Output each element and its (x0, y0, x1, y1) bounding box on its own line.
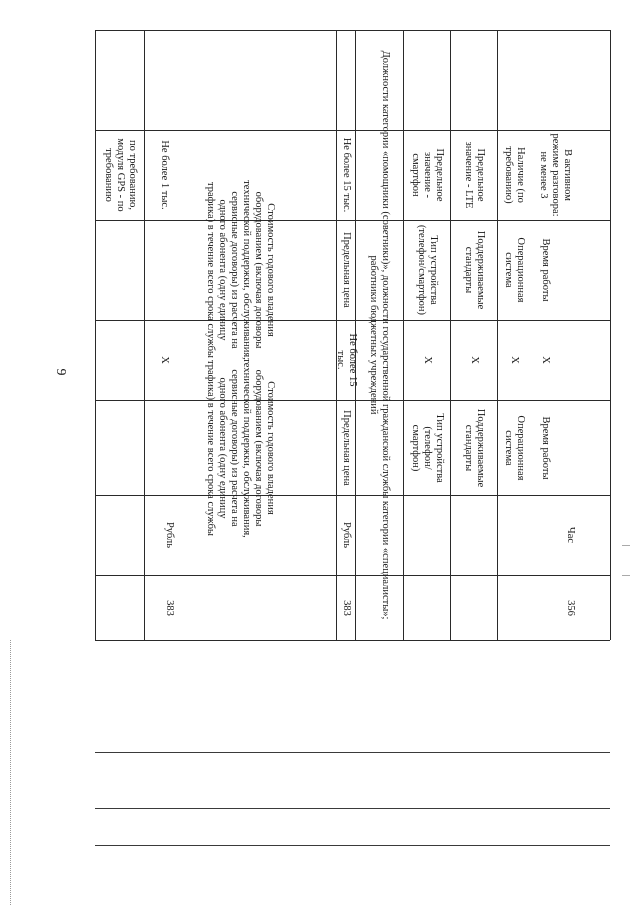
cell-value: X (159, 356, 170, 364)
cell-unit: Рубль (340, 521, 352, 549)
margin-mark (622, 545, 630, 546)
cell-value: Предельное значение - LTE (462, 141, 486, 209)
cell-name: Стоимость годового владения оборудованием (включая договоры технической поддержки, обслуживания, сервисные договоры) из расчета на одного абонента (одну единицу трафика) в течение всего срока службы (205, 180, 276, 360)
cell-name: Время работы (540, 238, 551, 302)
cell-unit: Рубль (163, 521, 175, 549)
cell-value: Не более 15 тыс. (334, 333, 358, 387)
cell-code: 356 (565, 599, 576, 616)
cell-name: Время работы (540, 415, 551, 480)
page-number: 9 (53, 368, 68, 376)
cell-value: Предельное значение - смартфон (409, 148, 445, 202)
cell-value: X (508, 356, 520, 364)
cell-value: X (540, 356, 551, 364)
cell-name: Тип устройства (телефон/смартфон) (415, 224, 439, 316)
cell-name: Тип устройства (телефон/смартфон) (409, 412, 445, 483)
cell-value: X (468, 356, 480, 364)
cell-code: 383 (340, 599, 352, 616)
cell-value: Не более 15 тыс. (340, 137, 352, 213)
cell-name: Поддерживаемые стандарты (462, 230, 486, 310)
cell-unit: Час (565, 526, 576, 544)
cell-value: В активном режиме разговора: не менее 3 (538, 133, 573, 217)
cell-name: Операционная система (502, 415, 526, 480)
cell-code: 383 (163, 599, 175, 616)
cell-name: Стоимость годового владения оборудованием (включая договоры технической поддержки, обслуживания, сервисные договоры) из расчета на одного абонента (одну единицу трафика) в течение всего срока службы (205, 357, 276, 538)
cell-name: Поддерживаемые стандарты (462, 408, 486, 487)
margin-mark (622, 575, 630, 576)
cell-value: Наличие (по требованию) (502, 146, 526, 204)
cell-name: Предельная цена (340, 232, 352, 308)
cell-value: Не более 1 тыс. (159, 140, 170, 210)
lower-rule (95, 845, 610, 846)
scan-edge (10, 640, 11, 905)
cell-value-top: по требованию, модуля GPS - по требованию (102, 138, 138, 212)
cell-name: Предельная цена (340, 409, 352, 486)
section-header: Должности категории «помощники (советники)», должности государственной гражданской службы категории «специалисты»; работники бюджетных учреждений (368, 50, 391, 620)
cell-value: X (421, 356, 433, 364)
cell-name: Операционная система (502, 237, 526, 303)
lower-rule (95, 808, 610, 809)
lower-rule (95, 752, 610, 753)
